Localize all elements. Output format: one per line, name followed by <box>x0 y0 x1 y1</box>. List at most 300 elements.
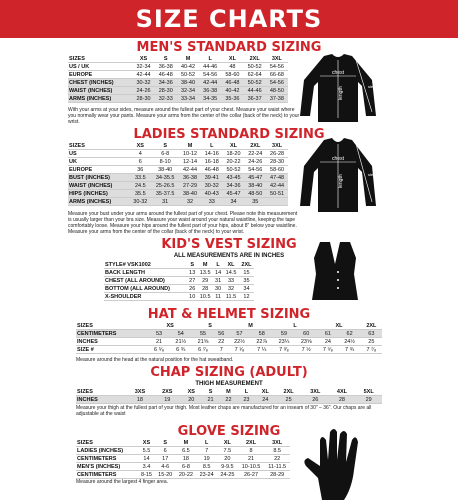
table-cell: 26-28 <box>266 150 288 158</box>
table-cell: 28 <box>329 396 356 404</box>
table-cell: 44-46 <box>199 63 221 71</box>
table-cell: 42-44 <box>266 182 288 190</box>
table-cell: 20-22 <box>223 158 245 166</box>
table-cell: 50-52 <box>244 63 266 71</box>
table-cell: 28 <box>197 285 213 293</box>
table-cell: 60 <box>295 330 317 338</box>
mens-title: MEN'S STANDARD SIZING <box>136 40 322 55</box>
table-row <box>68 79 288 87</box>
row-label: US <box>68 150 129 158</box>
table-cell: 3XL <box>266 55 288 63</box>
table-cell: 40-43 <box>201 190 223 198</box>
table-cell: 8.5 <box>264 447 290 455</box>
kids-size-table <box>104 261 254 301</box>
table-cell: 46-48 <box>155 71 177 79</box>
hats-note: Measure around the head at the natural position for the hat sweatband. <box>76 357 234 363</box>
table-cell: 6 <box>155 447 176 455</box>
mens-length-label: length <box>338 86 344 100</box>
table-cell: 34-36 <box>223 182 245 190</box>
chaps-size-table <box>76 388 382 404</box>
table-cell: S <box>155 439 176 447</box>
table-cell: 30-32 <box>129 198 151 206</box>
table-cell: 26 <box>189 285 196 292</box>
table-cell: 15-20 <box>155 471 176 479</box>
table-cell: 8 <box>238 447 265 455</box>
table-cell: 2XL <box>244 55 266 63</box>
table-row <box>76 455 290 463</box>
table-cell: 37-38 <box>266 95 288 103</box>
table-cell: 12 <box>239 293 254 301</box>
table-cell: 55 <box>192 330 214 338</box>
table-cell: 34-35.5 <box>151 174 179 182</box>
table-cell: 4 <box>129 150 151 158</box>
table-cell: 25 <box>361 338 382 346</box>
table-cell: 7 ³⁄₈ <box>273 346 295 354</box>
table-cell: 27-29 <box>179 182 201 190</box>
table-cell: 20 <box>181 396 202 404</box>
gloves-size-table <box>76 439 290 479</box>
table-cell: 15 <box>239 269 254 277</box>
table-cell: 54-56 <box>266 63 288 71</box>
row-label: MEN'S (INCHES) <box>76 463 138 471</box>
table-cell: 7 <box>196 447 217 455</box>
table-cell: 24-25 <box>217 471 238 479</box>
mens-longsleeve-icon <box>298 52 378 124</box>
table-cell: M <box>197 261 213 269</box>
table-cell: 18 <box>126 396 153 404</box>
table-cell: 34-35 <box>199 95 221 103</box>
table-row <box>76 463 290 471</box>
table-cell: 21 <box>202 396 220 404</box>
row-label: STYLE# VSK1002 <box>104 261 187 269</box>
table-cell: XL <box>221 55 243 63</box>
table-cell: 24-26 <box>132 87 154 95</box>
row-label: US / UK <box>68 63 132 71</box>
table-cell: L <box>273 322 318 330</box>
table-cell: 2XL <box>238 439 265 447</box>
table-cell: 47-48 <box>266 174 288 182</box>
table-cell: 63 <box>361 330 382 338</box>
table-cell: XS <box>129 142 151 150</box>
row-label: HIPS (INCHES) <box>68 190 129 198</box>
table-cell: 58-60 <box>221 71 243 79</box>
table-cell: 10 <box>189 293 196 300</box>
table-row <box>68 87 288 95</box>
table-cell: 7 ¹⁄₈ <box>228 346 250 354</box>
table-cell: 24.5 <box>129 182 151 190</box>
table-cell: S <box>187 261 197 269</box>
chaps-subtitle: THIGH MEASUREMENT <box>195 381 263 387</box>
table-cell: 7 ½ <box>295 346 317 354</box>
kids-title: KID'S VEST SIZING <box>161 237 297 252</box>
table-cell: 58-60 <box>266 166 288 174</box>
row-label: EUROPE <box>68 71 132 79</box>
table-cell: 2XL <box>361 322 382 330</box>
table-cell: 2XL <box>244 142 266 150</box>
table-cell: 6-8 <box>176 463 197 471</box>
table-cell: 32 <box>223 285 239 293</box>
table-cell: 8-15 <box>138 471 155 479</box>
table-cell: 42-44 <box>179 166 201 174</box>
table-cell: 23¼ <box>273 338 295 346</box>
row-label: BOTTOM (ALL AROUND) <box>104 285 187 293</box>
table-cell: XL <box>217 439 238 447</box>
table-cell: 36 <box>129 166 151 174</box>
table-cell: 34 <box>239 285 254 293</box>
table-cell: 7 ¾ <box>338 346 360 354</box>
table-cell: 11-11.5 <box>264 463 290 471</box>
table-row <box>76 330 382 338</box>
table-cell: 12-14 <box>179 158 201 166</box>
table-cell: 40-42 <box>177 63 199 71</box>
table-row <box>68 190 288 198</box>
table-cell: 22 <box>214 338 228 346</box>
table-cell: 54-56 <box>244 166 266 174</box>
table-cell: XL <box>223 142 245 150</box>
table-cell: 4XL <box>329 388 356 396</box>
table-cell: S <box>202 388 220 396</box>
table-cell: 23-24 <box>196 471 217 479</box>
ladies-sleeve-label: sleeve <box>368 172 380 177</box>
table-cell: L <box>237 388 255 396</box>
table-cell: 11.5 <box>223 293 239 301</box>
table-cell: 22 <box>264 455 290 463</box>
table-cell: 19 <box>154 396 181 404</box>
table-cell: 6 ¾ <box>170 346 192 354</box>
glove-hand-icon <box>300 426 374 502</box>
table-cell: 24 <box>317 338 338 346</box>
table-cell: 66-68 <box>266 71 288 79</box>
vest-icon <box>308 240 362 302</box>
table-cell: 19 <box>196 455 217 463</box>
table-cell: 5XL <box>355 388 382 396</box>
table-cell: XS <box>132 55 154 63</box>
mens-chest-label: chest <box>332 70 344 76</box>
table-cell: 32-33 <box>155 95 177 103</box>
table-cell: 7.5 <box>217 447 238 455</box>
table-cell: 43-45 <box>223 174 245 182</box>
ladies-chest-label: chest <box>332 156 344 162</box>
table-cell: 21 <box>149 338 170 346</box>
table-cell: 32 <box>179 198 201 206</box>
row-label: ARMS (INCHES) <box>68 198 129 206</box>
table-row <box>68 182 288 190</box>
table-cell: 45-47 <box>244 174 266 182</box>
table-row <box>68 71 288 79</box>
table-cell: 14 <box>138 455 155 463</box>
table-cell: 6 ⁷⁄₈ <box>192 346 214 354</box>
table-cell: 25 <box>275 396 302 404</box>
table-cell: 50-52 <box>244 79 266 87</box>
row-label: SIZE # <box>76 346 149 354</box>
table-cell: 36-38 <box>199 87 221 95</box>
table-cell: 34-36 <box>155 79 177 87</box>
ladies-longsleeve-icon <box>298 136 378 214</box>
table-row <box>104 269 254 277</box>
table-cell: 38-40 <box>244 182 266 190</box>
row-label: CHEST (INCHES) <box>68 79 132 87</box>
table-row <box>68 95 288 103</box>
row-label: LADIES (INCHES) <box>76 447 138 455</box>
table-row <box>68 174 288 182</box>
page-title: SIZE CHARTS <box>135 5 323 33</box>
table-cell: 26-27 <box>238 471 265 479</box>
row-label: WAIST (INCHES) <box>68 182 129 190</box>
row-label: SIZES <box>76 439 138 447</box>
table-cell: 54 <box>170 330 192 338</box>
table-cell: 33-34 <box>177 95 199 103</box>
table-cell: 26 <box>302 396 329 404</box>
table-cell: 22 <box>220 396 238 404</box>
table-header <box>104 261 254 269</box>
table-cell: 35 <box>239 277 254 285</box>
table-cell: 18 <box>176 455 197 463</box>
table-row <box>68 150 288 158</box>
table-cell: 21 <box>238 455 265 463</box>
table-cell: 42-44 <box>132 71 154 79</box>
table-cell: XS <box>149 322 192 330</box>
table-cell: 23⅝ <box>295 338 317 346</box>
table-cell: 2XS <box>154 388 181 396</box>
table-cell: 35-36 <box>221 95 243 103</box>
table-cell: 40-42 <box>221 87 243 95</box>
table-cell: 14 <box>215 269 222 276</box>
table-cell: 36-38 <box>179 174 201 182</box>
table-cell: 23 <box>237 396 255 404</box>
table-cell: 53 <box>149 330 170 338</box>
table-cell: 8.5 <box>196 463 217 471</box>
table-cell: 31 <box>215 277 222 284</box>
table-cell: 36-37 <box>244 95 266 103</box>
hats-size-table <box>76 322 382 354</box>
table-cell: 11 <box>213 293 223 301</box>
row-label: BACK LENGTH <box>104 269 187 277</box>
table-cell: 5.5 <box>138 447 155 455</box>
table-cell: 33 <box>201 198 223 206</box>
table-cell: 24½ <box>338 338 360 346</box>
table-cell: XS <box>138 439 155 447</box>
table-row <box>68 166 288 174</box>
row-label: UK <box>68 158 129 166</box>
table-cell: 35 <box>244 198 266 206</box>
table-header <box>68 55 288 63</box>
table-cell: 32-34 <box>132 63 154 71</box>
table-cell: L <box>213 261 223 269</box>
row-label: CHEST (ALL AROUND) <box>104 277 187 285</box>
table-row <box>68 63 288 71</box>
table-cell: 10-12 <box>179 150 201 158</box>
row-label: CENTIMETERS <box>76 455 138 463</box>
table-cell: 6 ⁵⁄₈ <box>149 346 170 354</box>
table-cell: 6.5 <box>176 447 197 455</box>
ladies-size-table <box>68 142 288 206</box>
row-label: INCHES <box>76 338 149 346</box>
table-cell: L <box>201 142 223 150</box>
table-cell: M <box>179 142 201 150</box>
table-cell: 46-48 <box>201 166 223 174</box>
table-cell: 14.5 <box>223 269 239 277</box>
row-label: INCHES <box>76 396 126 404</box>
table-cell: 54-56 <box>199 71 221 79</box>
table-cell: 13 <box>189 269 196 276</box>
table-cell: 6-8 <box>151 150 179 158</box>
table-cell: M <box>176 439 197 447</box>
table-cell: 48 <box>221 63 243 71</box>
table-cell: 62 <box>338 330 360 338</box>
table-cell: 3XL <box>266 142 288 150</box>
table-cell: 6 <box>129 158 151 166</box>
gloves-note: Measure around the largest 4 finger area. <box>76 479 168 485</box>
table-cell: 10.5 <box>197 293 213 301</box>
row-label: SIZES <box>68 142 129 150</box>
table-cell: 50-52 <box>223 166 245 174</box>
table-cell: M <box>228 322 273 330</box>
table-cell: 59 <box>273 330 295 338</box>
table-cell: L <box>196 439 217 447</box>
table-cell: 45-47 <box>223 190 245 198</box>
mens-sleeve-label: sleeve <box>368 84 380 89</box>
table-cell: 38-40 <box>179 190 201 198</box>
table-cell: 58 <box>251 330 273 338</box>
ladies-length-label: length <box>338 174 344 188</box>
table-cell: 56 <box>214 330 228 338</box>
table-cell: 54-56 <box>266 79 288 87</box>
table-cell: S <box>151 142 179 150</box>
table-cell: 42-44 <box>199 79 221 87</box>
table-cell: M <box>177 55 199 63</box>
row-label: SIZES <box>76 322 149 330</box>
table-cell: 46-48 <box>221 79 243 87</box>
table-cell: 2XL <box>239 261 254 269</box>
table-cell: 33 <box>223 277 239 285</box>
table-cell: 22⅞ <box>251 338 273 346</box>
table-cell: 10-10.5 <box>238 463 265 471</box>
table-cell: 32-34 <box>177 87 199 95</box>
table-cell: 44-46 <box>244 87 266 95</box>
table-cell: 38-40 <box>177 79 199 87</box>
table-cell: M <box>220 388 238 396</box>
table-row <box>76 471 290 479</box>
table-cell: 7 ⁷⁄₈ <box>361 346 382 354</box>
table-cell: 39-41 <box>201 174 223 182</box>
table-cell: XS <box>181 388 202 396</box>
table-row <box>104 277 254 285</box>
table-cell: 62-64 <box>244 71 266 79</box>
row-label: X-SHOULDER <box>104 293 187 301</box>
table-cell: 13.5 <box>197 269 213 277</box>
row-label: CENTIMETERS <box>76 330 149 338</box>
table-cell: 18-20 <box>223 150 245 158</box>
table-cell: 33.5 <box>129 174 151 182</box>
row-label: CENTIMETERS <box>76 471 138 479</box>
table-cell: XL <box>223 261 239 269</box>
table-cell: 48-50 <box>266 87 288 95</box>
table-row <box>76 396 382 404</box>
table-cell: 17 <box>155 455 176 463</box>
table-cell: 24-26 <box>244 158 266 166</box>
table-cell: 30-32 <box>132 79 154 87</box>
row-label: WAIST (INCHES) <box>68 87 132 95</box>
table-cell: 4-6 <box>155 463 176 471</box>
table-cell: 35.5 <box>129 190 151 198</box>
row-label: SIZES <box>68 55 132 63</box>
table-cell: 28-30 <box>155 87 177 95</box>
table-cell: 3.4 <box>138 463 155 471</box>
table-header <box>76 322 382 330</box>
table-cell: XL <box>317 322 360 330</box>
chaps-title: CHAP SIZING (ADULT) <box>150 365 308 380</box>
table-cell: 50-52 <box>177 71 199 79</box>
table-cell: 7 ¼ <box>251 346 273 354</box>
hats-title: HAT & HELMET SIZING <box>147 307 311 322</box>
row-label: SIZES <box>76 388 126 396</box>
table-cell: 24 <box>255 396 275 404</box>
table-cell: 28-30 <box>132 95 154 103</box>
table-cell: L <box>199 55 221 63</box>
table-cell: 48-50 <box>244 190 266 198</box>
table-cell: 25-26.5 <box>151 182 179 190</box>
table-cell: 14-16 <box>201 150 223 158</box>
table-cell: 8-10 <box>151 158 179 166</box>
table-cell: S <box>155 55 177 63</box>
table-cell: 30-32 <box>201 182 223 190</box>
table-cell: 28-29 <box>264 471 290 479</box>
table-cell: 36-38 <box>155 63 177 71</box>
ladies-title: LADIES STANDARD SIZING <box>133 127 325 142</box>
table-cell: 3XL <box>264 439 290 447</box>
table-cell: 57 <box>228 330 250 338</box>
table-cell: XL <box>255 388 275 396</box>
ladies-note: Measure your bust under your arms around the fullest part of your chest. Please note this measurement is usually larger than your bra size. Measure your waist around your natural waistline, keeping the tape comfortably loose. Measure your hips around the fullest part of your hips, about 8" below your waistline. Measure your arms from the center of the collar (back of the neck) to your wrist. <box>68 211 298 235</box>
table-cell: 7 <box>214 346 228 354</box>
table-cell: 9-9.5 <box>217 463 238 471</box>
table-row <box>68 158 288 166</box>
table-cell: 2XL <box>275 388 302 396</box>
table-cell: 34 <box>223 198 245 206</box>
table-cell: 31 <box>151 198 179 206</box>
row-label: ARMS (INCHES) <box>68 95 132 103</box>
table-cell <box>266 198 288 206</box>
table-cell: 50-51 <box>266 190 288 198</box>
table-cell: 21⅝ <box>192 338 214 346</box>
row-label: BUST (INCHES) <box>68 174 129 182</box>
table-cell: 20-22 <box>176 471 197 479</box>
table-cell: 22½ <box>228 338 250 346</box>
table-header <box>68 142 288 150</box>
table-header <box>76 388 382 396</box>
mens-size-table <box>68 55 288 103</box>
table-cell: 16-18 <box>201 158 223 166</box>
table-cell: 27 <box>189 277 196 284</box>
table-header <box>76 439 290 447</box>
table-row <box>76 447 290 455</box>
row-label: EUROPE <box>68 166 129 174</box>
table-cell: 3XS <box>126 388 153 396</box>
table-row <box>104 293 254 301</box>
kids-subtitle: ALL MEASUREMENTS ARE IN INCHES <box>173 253 285 259</box>
table-cell: 20 <box>217 455 238 463</box>
table-cell: 38-40 <box>151 166 179 174</box>
mens-note: With your arms at your sides, measure around the fullest part of your chest. Measure your waist where you normally wear your pants. Measure your arms from the center of the collar (back of the neck) to your wrist. <box>68 107 300 125</box>
table-cell: 28-30 <box>266 158 288 166</box>
chaps-note: Measure your thigh at the fullest part of your thigh. Most leather chaps are manufactured for an inseam of 30" – 36". Our chaps are all adjustable at the waist <box>76 405 372 417</box>
table-cell: S <box>192 322 228 330</box>
banner <box>0 0 458 38</box>
table-cell: 3XL <box>302 388 329 396</box>
table-cell: 29 <box>355 396 382 404</box>
table-cell: 22-24 <box>244 150 266 158</box>
table-cell: 35-37.5 <box>151 190 179 198</box>
